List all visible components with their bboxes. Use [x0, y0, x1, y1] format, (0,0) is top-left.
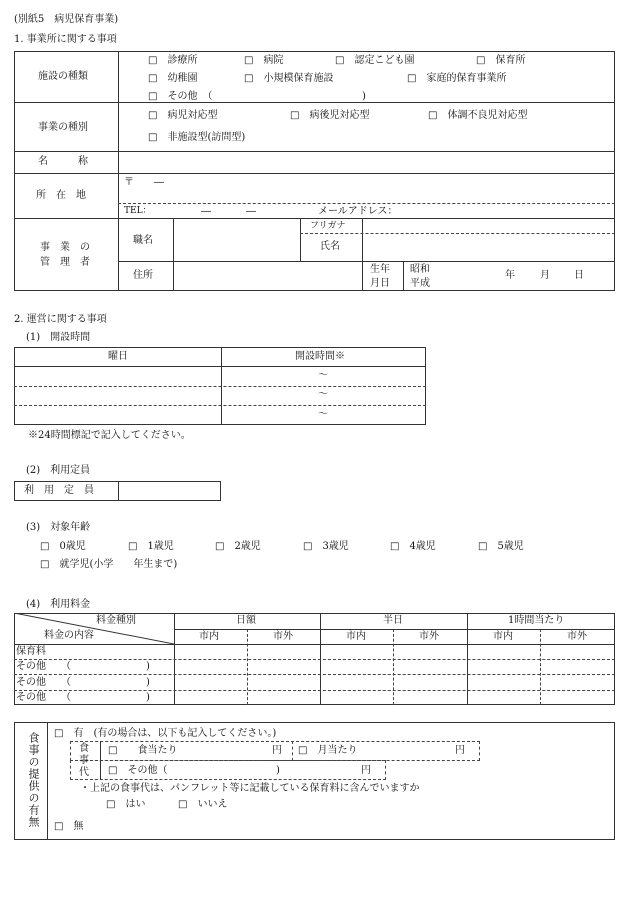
- birth-label-line2: 月日: [370, 278, 390, 289]
- meal-other-yen: 円: [361, 765, 371, 776]
- fees-row-other-1: その他 （: [16, 661, 71, 672]
- facility-other-close: ): [362, 91, 366, 102]
- fees-sub-half-in: 市内: [346, 631, 366, 642]
- address-label: 所 在 地: [36, 190, 86, 201]
- email-label: メールアドレス：: [318, 206, 398, 217]
- fees-row-other-2-close: ): [146, 677, 150, 688]
- fees-corner-diagonal: [14, 613, 174, 644]
- meal-included-yes[interactable]: □ はい: [106, 799, 146, 810]
- fees-corner-top: 料金種別: [96, 615, 136, 626]
- era-heisei[interactable]: 平成: [410, 278, 430, 289]
- age-heading: (3) 対象年齢: [26, 522, 91, 533]
- fees-sub-half-out: 市外: [419, 631, 439, 642]
- capacity-heading: (2) 利用定員: [26, 465, 91, 476]
- meal-included-no[interactable]: □ いいえ: [178, 799, 228, 810]
- fees-sub-daily-in: 市内: [199, 631, 219, 642]
- fees-row-other-3-close: ): [146, 692, 150, 703]
- meals-vertical-label: 食事の提供の有無: [27, 732, 40, 828]
- business-type-label: 事業の種別: [38, 122, 88, 133]
- facility-option-kodomoen[interactable]: □ 認定こども園: [335, 55, 415, 66]
- document-title: (別紙5 病児保育事業): [14, 14, 119, 25]
- era-showa[interactable]: 昭和: [410, 264, 430, 275]
- facility-table: [14, 51, 615, 291]
- age-option-1[interactable]: □ 1歳児: [128, 541, 174, 552]
- age-option-2[interactable]: □ 2歳児: [215, 541, 261, 552]
- age-option-5[interactable]: □ 5歳児: [478, 541, 524, 552]
- post-label: 職名: [133, 235, 153, 246]
- fees-row-other-1-close: ): [146, 661, 150, 672]
- meal-per-month-yen: 円: [455, 745, 465, 756]
- tel-label: TEL：: [124, 206, 152, 216]
- business-option-unwell[interactable]: □ 体調不良児対応型: [428, 110, 528, 121]
- manager-label-line2: 管 理 者: [40, 257, 90, 268]
- meal-cost-label: 食事代: [79, 743, 89, 778]
- manager-name-label: 氏名: [320, 241, 340, 252]
- fees-group-halfday: 半日: [383, 615, 403, 626]
- section1-heading: 1. 事業所に関する事項: [14, 34, 117, 45]
- postal-code-field[interactable]: 〒 ―: [124, 177, 164, 188]
- tel-dash-1: ―: [201, 206, 211, 217]
- meals-yes[interactable]: □ 有 (有の場合は、以下も記入してください。): [54, 728, 277, 739]
- hours-note: ※24時間標記で記入してください。: [28, 430, 191, 441]
- facility-option-home-based[interactable]: □ 家庭的保育事業所: [407, 73, 507, 84]
- furigana-label: フリガナ: [310, 221, 346, 231]
- birth-label-line1: 生年: [370, 264, 390, 275]
- facility-option-small-scale[interactable]: □ 小規模保育施設: [244, 73, 334, 84]
- age-option-0[interactable]: □ 0歳児: [40, 541, 86, 552]
- hours-row-1-tilde[interactable]: ～: [318, 370, 328, 381]
- meals-no[interactable]: □ 無: [54, 821, 84, 832]
- age-option-school[interactable]: □ 就学児(小学 年生まで): [40, 559, 178, 570]
- hours-row-2-tilde[interactable]: ～: [318, 389, 328, 400]
- age-option-4[interactable]: □ 4歳児: [390, 541, 436, 552]
- meal-per-meal-yen: 円: [272, 745, 282, 756]
- meal-other-close: ): [276, 765, 280, 776]
- facility-option-kindergarten[interactable]: □ 幼稚園: [148, 73, 198, 84]
- birth-year-label: 年: [505, 270, 515, 281]
- capacity-field[interactable]: [120, 483, 219, 499]
- fees-row-childcare: 保育料: [16, 646, 46, 657]
- capacity-label: 利 用 定 員: [24, 485, 94, 496]
- meals-table: [14, 722, 615, 840]
- meal-per-meal-option[interactable]: □ 食当たり: [108, 745, 178, 756]
- facility-type-label: 施設の種類: [38, 71, 88, 82]
- meal-included-question: ・上記の食事代は、パンフレット等に記載している保育料に含んでいますか: [80, 783, 420, 794]
- hours-heading: (1) 開設時間: [26, 332, 91, 343]
- birth-month-label: 月: [540, 270, 550, 281]
- manager-label-line1: 事 業 の: [40, 242, 90, 253]
- fees-group-daily: 日額: [236, 615, 256, 626]
- manager-address-label: 住所: [133, 270, 153, 281]
- hours-row-3-tilde[interactable]: ～: [318, 409, 328, 420]
- fees-sub-hour-out: 市外: [567, 631, 587, 642]
- age-option-3[interactable]: □ 3歳児: [303, 541, 349, 552]
- facility-option-clinic[interactable]: □ 診療所: [148, 55, 198, 66]
- fees-heading: (4) 利用料金: [26, 599, 91, 610]
- fees-sub-daily-out: 市外: [273, 631, 293, 642]
- facility-option-hospital[interactable]: □ 病院: [244, 55, 284, 66]
- business-option-post-sick[interactable]: □ 病後児対応型: [290, 110, 370, 121]
- facility-option-nursery[interactable]: □ 保育所: [476, 55, 526, 66]
- fees-group-hourly: 1時間当たり: [508, 615, 565, 626]
- name-label: 名 称: [38, 156, 88, 167]
- fees-row-other-3: その他 （: [16, 692, 71, 703]
- fees-sub-hour-in: 市内: [493, 631, 513, 642]
- meal-other-option[interactable]: □ その他（: [108, 765, 168, 776]
- hours-col-day: 曜日: [108, 351, 128, 362]
- fees-corner-bottom: 料金の内容: [44, 630, 94, 641]
- business-option-sick[interactable]: □ 病児対応型: [148, 110, 218, 121]
- hours-col-time: 開設時間※: [295, 351, 345, 362]
- fees-row-other-2: その他 （: [16, 677, 71, 688]
- facility-option-other[interactable]: □ その他 （: [148, 91, 213, 102]
- name-field[interactable]: [120, 153, 612, 171]
- section2-heading: 2. 運営に関する事項: [14, 314, 107, 325]
- birth-day-label: 日: [574, 270, 584, 281]
- facility-table-divider: [118, 51, 119, 291]
- meal-per-month-option[interactable]: □ 月当たり: [298, 745, 358, 756]
- tel-dash-2: ―: [246, 206, 256, 217]
- business-option-visiting[interactable]: □ 非施設型(訪問型): [148, 132, 246, 143]
